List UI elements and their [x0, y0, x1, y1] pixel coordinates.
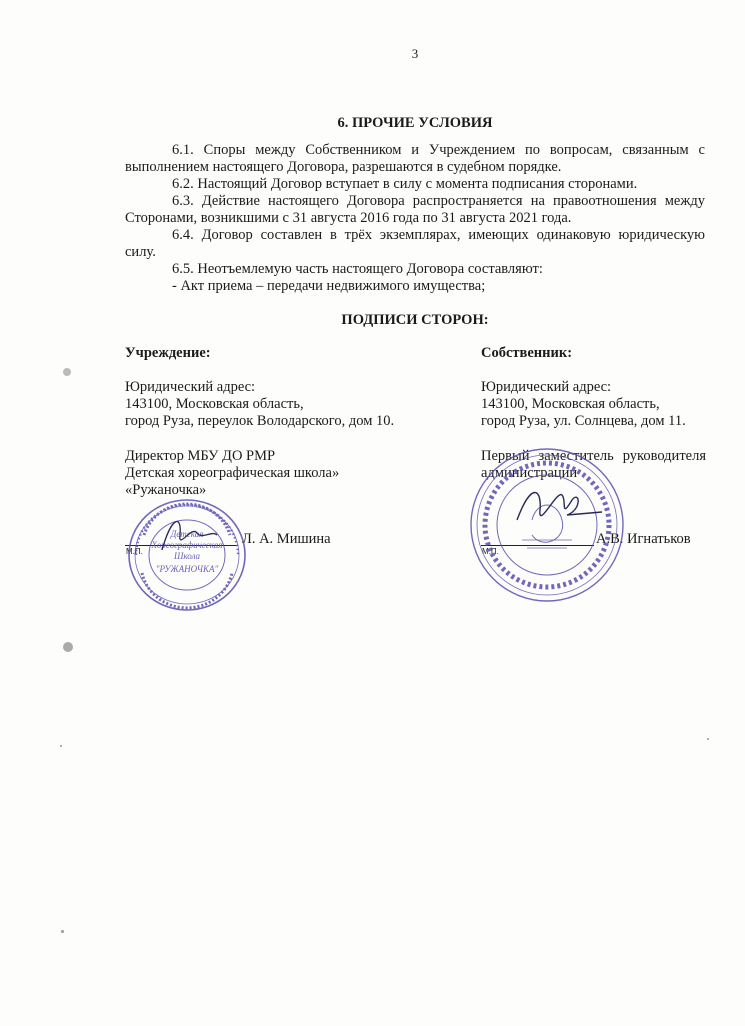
clause-6-5: 6.5. Неотъемлемую часть настоящего Договора составляют:	[172, 261, 543, 277]
svg-text:Детская: Детская	[170, 529, 204, 539]
left-stamp-name: "РУЖАНОЧКА"	[155, 564, 219, 574]
left-address-label: Юридический адрес:	[125, 379, 256, 395]
clause-6-3-line1: 6.3. Действие настоящего Договора распространяется на правоотношения между	[172, 193, 705, 209]
scan-mark	[61, 930, 64, 933]
scan-mark	[707, 738, 709, 740]
section-6-title: 6. ПРОЧИЕ УСЛОВИЯ	[337, 115, 493, 131]
svg-text:Школа: Школа	[173, 551, 201, 561]
left-school-stamp	[122, 495, 252, 615]
right-address-line2: город Руза, ул. Солнцева, дом 11.	[481, 413, 686, 429]
right-position-line2: администрации	[481, 465, 578, 481]
page-number: 3	[411, 46, 419, 61]
signatures-title: ПОДПИСИ СТОРОН:	[341, 312, 489, 328]
left-position-line2: Детская хореографическая школа»	[125, 465, 340, 481]
left-position-line3: «Ружаночка»	[125, 482, 207, 498]
left-role: Учреждение:	[125, 345, 211, 361]
scan-mark	[63, 642, 73, 652]
right-address-label: Юридический адрес:	[481, 379, 612, 395]
right-role: Собственник:	[481, 345, 573, 361]
right-signer-name: А.В. Игнатьков	[596, 531, 691, 547]
scan-mark	[63, 368, 71, 376]
left-mp-label: М.П.	[126, 547, 143, 556]
right-admin-stamp	[462, 440, 632, 610]
svg-text:Хореографическая: Хореографическая	[151, 540, 223, 550]
left-signer-name: Л. А. Мишина	[242, 531, 331, 547]
clause-6-4-line1: 6.4. Договор составлен в трёх экземплярах, имеющих одинаковую юридическую	[172, 227, 705, 243]
clause-6-4-line2: силу.	[125, 244, 156, 260]
clause-6-2: 6.2. Настоящий Договор вступает в силу с момента подписания сторонами.	[172, 176, 638, 192]
left-address-line1: 143100, Московская область,	[125, 396, 304, 412]
scan-mark	[60, 745, 62, 747]
right-address-line1: 143100, Московская область,	[481, 396, 660, 412]
clause-act-item: - Акт приема – передачи недвижимого имущества;	[172, 278, 486, 294]
left-address-line2: город Руза, переулок Володарского, дом 10.	[125, 413, 395, 429]
right-position-line1: Первый заместитель руководителя	[481, 448, 706, 464]
right-mp-label: М.П.	[482, 547, 499, 556]
clause-6-1-line2: выполнением настоящего Договора, разрешаются в судебном порядке.	[125, 159, 562, 175]
clause-6-3-line2: Сторонами, возникшими с 31 августа 2016 года по 31 августа 2021 года.	[125, 210, 572, 226]
left-position-line1: Директор МБУ ДО РМР	[125, 448, 276, 464]
clause-6-1-line1: 6.1. Споры между Собственником и Учреждением по вопросам, связанным с	[172, 142, 705, 158]
